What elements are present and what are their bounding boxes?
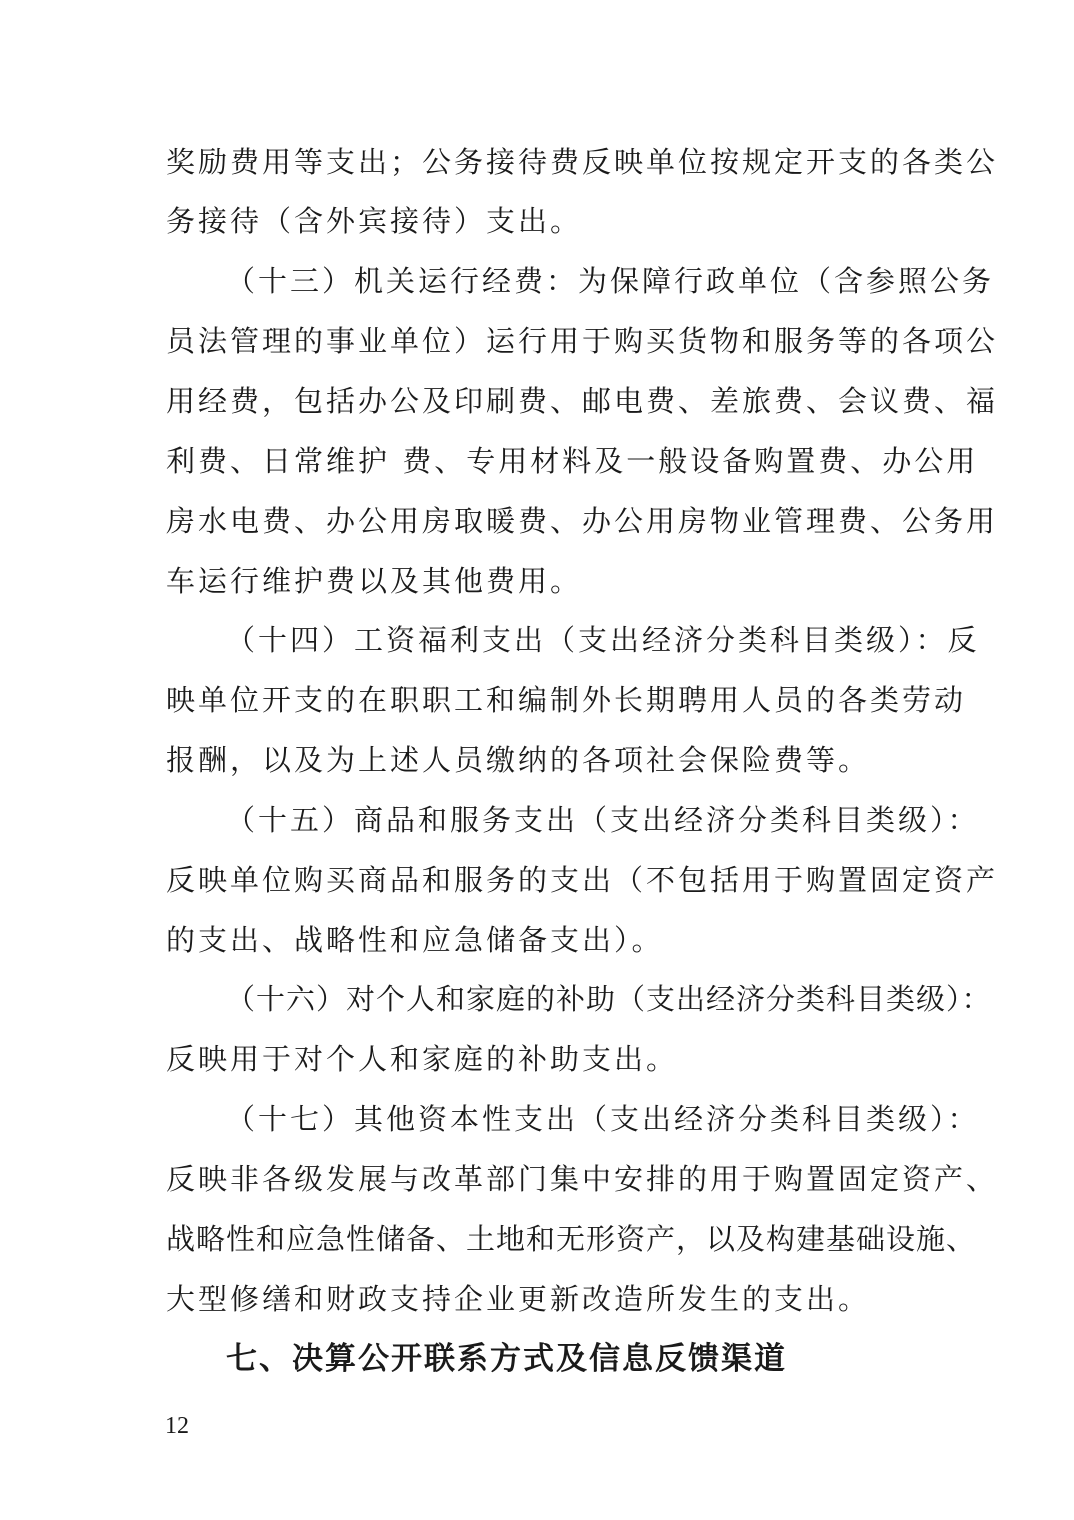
body-line: 用经费，包括办公及印刷费、邮电费、差旅费、会议费、福 xyxy=(166,384,999,418)
paragraph-13-first-line: （十三）机关运行经费：为保障行政单位（含参照公务 xyxy=(226,264,995,298)
paragraph-14-first-line: （十四）工资福利支出（支出经济分类科目类级）：反 xyxy=(226,623,980,657)
body-line: 的支出、战略性和应急储备支出）。 xyxy=(166,923,664,957)
body-line: 务接待（含外宾接待）支出。 xyxy=(166,204,583,238)
body-line: 反映非各级发展与改革部门集中安排的用于购置固定资产、 xyxy=(166,1162,999,1196)
section-heading: 七、决算公开联系方式及信息反馈渠道 xyxy=(226,1341,787,1377)
body-line: 房水电费、办公用房取暖费、办公用房物业管理费、公务用 xyxy=(166,504,999,538)
body-line: 战略性和应急性储备、土地和无形资产，以及构建基础设施、 xyxy=(166,1222,977,1256)
page-number: 12 xyxy=(165,1413,189,1439)
body-line: 反映用于对个人和家庭的补助支出。 xyxy=(166,1042,679,1076)
body-line: 反映单位购买商品和服务的支出（不包括用于购置固定资产 xyxy=(166,863,999,897)
body-line: 大型修缮和财政支持企业更新改造所发生的支出。 xyxy=(166,1282,871,1316)
body-line: 员法管理的事业单位）运行用于购买货物和服务等的各项公 xyxy=(166,324,999,358)
body-line: 利费、日常维护 费、专用材料及一般设备购置费、办公用 xyxy=(166,444,979,478)
paragraph-16-first-line: （十六）对个人和家庭的补助（支出经济分类科目类级）： xyxy=(226,982,992,1016)
body-line: 车运行维护费以及其他费用。 xyxy=(166,564,583,598)
body-line: 映单位开支的在职职工和编制外长期聘用人员的各类劳动 xyxy=(166,683,967,717)
body-line: 奖励费用等支出；公务接待费反映单位按规定开支的各类公 xyxy=(166,145,999,179)
paragraph-17-first-line: （十七）其他资本性支出（支出经济分类科目类级）： xyxy=(226,1102,980,1136)
body-line: 报酬，以及为上述人员缴纳的各项社会保险费等。 xyxy=(166,743,871,777)
paragraph-15-first-line: （十五）商品和服务支出（支出经济分类科目类级）： xyxy=(226,803,980,837)
